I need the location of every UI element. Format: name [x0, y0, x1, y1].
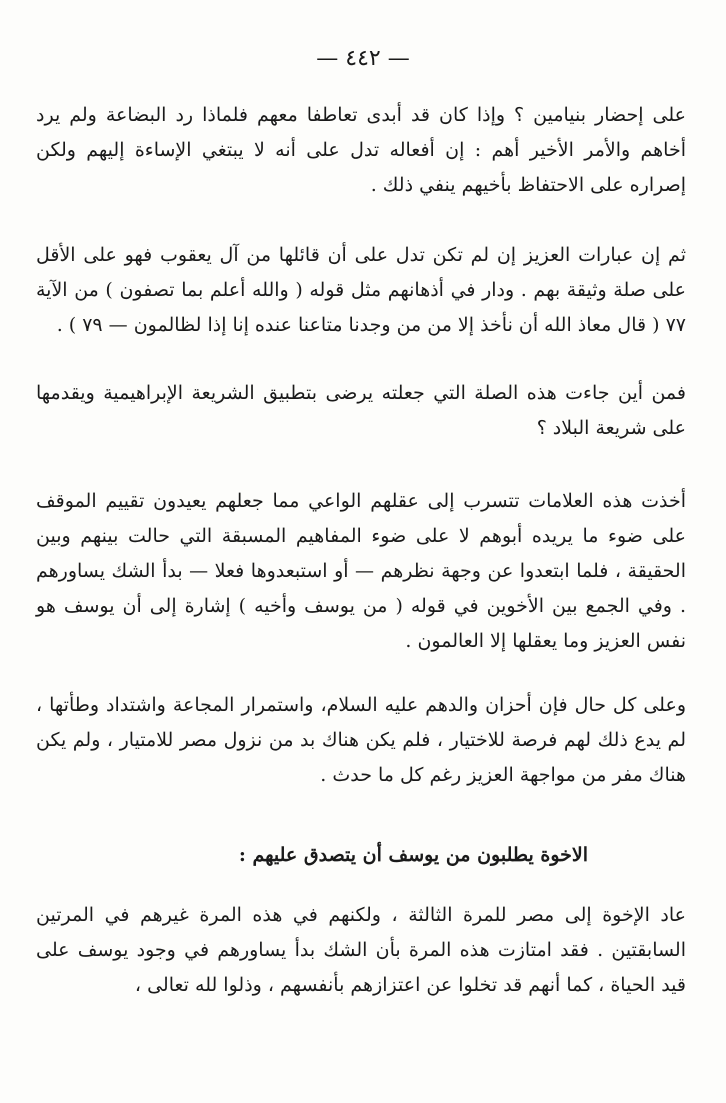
paragraph-text: على إحضار بنيامين ؟ وإذا كان قد أبدى تعاطفا معهم فلماذا رد البضاعة ولم يرد أخاهم والأمر الأخير أهم : إن أفعاله تدل على أنه لا يبتغي الإساءة إليهم ولكن إصراره على الاحتفاظ بأخيهم ينفي ذلك . — [36, 104, 686, 196]
paragraph-3 — [36, 376, 686, 446]
page-number: — ٤٤٢ — — [316, 46, 410, 71]
section-heading: الاخوة يطلبون من يوسف أن يتصدق عليهم : — [238, 844, 588, 866]
paragraph-text: فمن أين جاءت هذه الصلة التي جعلته يرضى بتطبيق الشريعة الإبراهيمية ويقدمها على شريعة البلاد ؟ — [36, 382, 686, 439]
paragraph-4 — [36, 484, 686, 659]
paragraph-text: أخذت هذه العلامات تتسرب إلى عقلهم الواعي مما جعلهم يعيدون تقييم الموقف على ضوء ما يريده أبوهم لا على ضوء المفاهيم المسبقة التي حالت بينهم وبين الحقيقة ، فلما ابتعدوا عن وجهة نظرهم — أو استبعدوها فعلا — بدأ الشك يساورهم . وفي الجمع بين الأخوين في قوله ( من يوسف وأخيه ) إشارة إلى أن يوسف هو نفس العزيز وما يعقلها إلا العالمون . — [36, 490, 686, 652]
paragraph-2 — [36, 238, 686, 343]
paragraph-1 — [36, 98, 686, 203]
paragraph-5 — [36, 688, 686, 793]
paragraph-6 — [36, 898, 686, 1003]
paragraph-text: وعلى كل حال فإن أحزان والدهم عليه السلام، واستمرار المجاعة واشتداد وطأتها ، لم يدع ذلك لهم فرصة للاختيار ، فلم يكن هناك بد من نزول مصر للامتيار ، ولم يكن هناك مفر من مواجهة العزيز رغم كل ما حدث . — [36, 694, 686, 786]
paragraph-text: ثم إن عبارات العزيز إن لم تكن تدل على أن قائلها من آل يعقوب فهو على الأقل على صلة وثيقة بهم . ودار في أذهانهم مثل قوله ( والله أعلم بما تصفون ) من الآية ٧٧ ( قال معاذ الله أن نأخذ إلا من من وجدنا متاعنا عنده إنا إذا لظالمون — ٧٩ ) . — [36, 244, 686, 336]
paragraph-text: عاد الإخوة إلى مصر للمرة الثالثة ، ولكنهم في هذه المرة غيرهم في المرتين السابقتين . فقد امتازت هذه المرة بأن الشك بدأ يساورهم في وجود يوسف على قيد الحياة ، كما أنهم قد تخلوا عن اعتزازهم بأنفسهم ، وذلوا لله تعالى ، — [36, 904, 686, 996]
